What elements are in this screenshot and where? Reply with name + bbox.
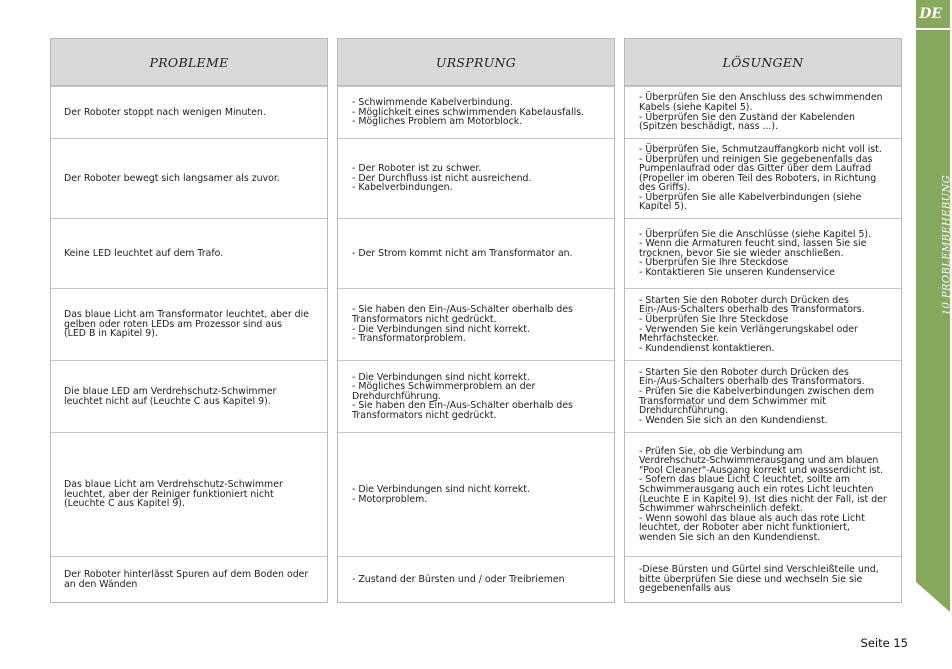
solution-row-7 (625, 556, 901, 602)
origin-column (337, 38, 615, 603)
origin-text: - Schwimmende Kabelverbindung. - Möglichkeit eines schwimmenden Kabelausfalls. - Mögliches Problem am Motorblock. (352, 97, 585, 128)
problem-text: Die blaue LED am Verdrehschutz-Schwimmer leuchtet nicht auf (Leuchte C aus Kapitel 9). (64, 385, 277, 407)
problems-header: PROBLEME (51, 39, 327, 86)
problem-text: Der Roboter stoppt nach wenigen Minuten. (64, 106, 266, 118)
solution-row-6 (625, 432, 901, 556)
origin-row-2 (338, 138, 614, 218)
solutions-header: LÖSUNGEN (625, 39, 901, 86)
origin-text: - Zustand der Bürsten und / oder Treibriemen (352, 573, 565, 585)
origin-row-5 (338, 360, 614, 432)
solution-text: - Starten Sie den Roboter durch Drücken des Ein-/Aus-Schalters oberhalb des Transformators. - Überprüfen Sie Ihre Steckdose - Verwenden Sie kein Verlängerungskabel oder Mehrfachstecker. - Kundendienst kontaktieren. (639, 294, 865, 354)
origin-row-4 (338, 288, 614, 360)
side-tab-shape (916, 0, 950, 669)
solution-text: - Überprüfen Sie den Anschluss des schwimmenden Kabels (siehe Kapitel 5). - Überprüfen Sie den Zustand der Kabelenden (Spitzen beschädigt, nass ...). (639, 92, 883, 133)
problem-row-6 (51, 432, 327, 556)
origin-text: - Sie haben den Ein-/Aus-Schalter oberhalb des Transformators nicht gedrückt. - Die Verbindungen sind nicht korrekt. - Transformatorproblem. (352, 304, 573, 345)
solution-row-5 (625, 360, 901, 432)
page-number: Seite 15 (860, 636, 908, 650)
solution-row-4 (625, 288, 901, 360)
origin-text: - Die Verbindungen sind nicht korrekt. - Motorproblem. (352, 483, 530, 505)
solution-row-2 (625, 138, 901, 218)
problem-text: Das blaue Licht am Verdrehschutz-Schwimmer leuchtet, aber der Reiniger funktioniert nicht (Leuchte C aus Kapitel 9). (64, 479, 283, 510)
language-tab-label: DE (919, 6, 942, 22)
origin-text: - Die Verbindungen sind nicht korrekt. - Mögliches Schwimmerproblem an der Drehdurchführung. - Sie haben den Ein-/Aus-Schalter oberhalb des Transformators nicht gedrückt. (352, 371, 573, 421)
solution-text: - Prüfen Sie, ob die Verbindung am Verdrehschutz-Schwimmerausgang und am blauen "Pool Cleaner"-Ausgang korrekt und wasserdicht ist. - Sofern das blaue Licht C leuchtet, sollte am Schwimmerausgang auch ein rotes Licht leuchten (Leuchte E in Kapitel 9). Ist dies nicht der Fall, ist der Schwimmer wahrscheinlich defekt. - Wenn sowohl das blaue als auch das rote Licht leuchtet, der Roboter aber nicht funktioniert, wenden Sie sich an den Kundendienst. (639, 445, 887, 543)
problem-text: Das blaue Licht am Transformator leuchtet, aber die gelben oder roten LEDs am Prozessor sind aus (LED B in Kapitel 9). (64, 309, 309, 340)
problems-column (50, 38, 328, 603)
origin-row-6 (338, 432, 614, 556)
problem-text: Der Roboter bewegt sich langsamer als zuvor. (64, 172, 280, 184)
problem-text: Keine LED leuchtet auf dem Trafo. (64, 247, 224, 259)
solution-text: - Überprüfen Sie die Anschlüsse (siehe Kapitel 5). - Wenn die Armaturen feucht sind, lassen Sie sie trocknen, bevor Sie sie wieder anschließen. - Überprüfen Sie Ihre Steckdose - Kontaktieren Sie unseren Kundenservice (639, 228, 872, 278)
problem-row-4 (51, 288, 327, 360)
solution-row-3 (625, 218, 901, 288)
problem-row-1 (51, 86, 327, 138)
problem-text: Der Roboter hinterlässt Spuren auf dem Boden oder an den Wänden (64, 568, 309, 590)
origin-row-1 (338, 86, 614, 138)
chapter-tab-bg (916, 30, 950, 612)
problem-row-3 (51, 218, 327, 288)
solution-text: - Starten Sie den Roboter durch Drücken des Ein-/Aus-Schalters oberhalb des Transformators. - Prüfen Sie die Kabelverbindungen zwischen dem Transformator und dem Schwimmer mit Drehdurchführung. - Wenden Sie sich an den Kundendienst. (639, 366, 875, 426)
problem-row-2 (51, 138, 327, 218)
origin-text: - Der Strom kommt nicht am Transformator an. (352, 247, 573, 259)
problem-row-5 (51, 360, 327, 432)
solution-text: - Überprüfen Sie, Schmutzauffangkorb nicht voll ist. - Überprüfen und reinigen Sie gegebenenfalls das Pumpenlaufrad oder das Gitter über dem Laufrad (Propeller im oberen Teil des Roboters, in Richtung des Griffs). - Überprüfen Sie alle Kabelverbindungen (siehe Kapitel 5). (639, 143, 882, 213)
section-side-tab (916, 0, 950, 669)
origin-text: - Der Roboter ist zu schwer. - Der Durchfluss ist nicht ausreichend. - Kabelverbindungen. (352, 163, 532, 194)
problem-row-7 (51, 556, 327, 602)
origin-header: URSPRUNG (338, 39, 614, 86)
solutions-column (624, 38, 902, 603)
solution-text: -Diese Bürsten und Gürtel sind Verschleißteile und, bitte überprüfen Sie diese und wechseln Sie sie gegebenenfalls aus (639, 564, 879, 595)
solution-row-1 (625, 86, 901, 138)
section-label: 10 PROBLEMBEHEBUNG (941, 175, 952, 316)
origin-row-7 (338, 556, 614, 602)
origin-row-3 (338, 218, 614, 288)
